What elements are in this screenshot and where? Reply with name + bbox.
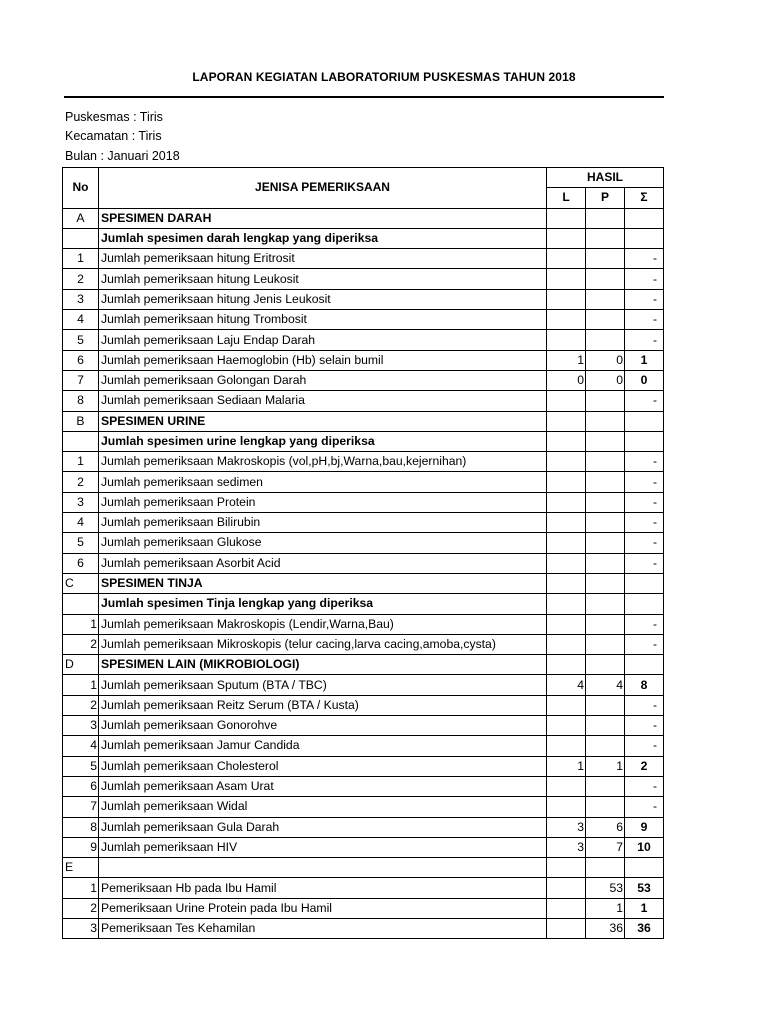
row-number: A (63, 208, 99, 228)
row-value-l (547, 289, 586, 309)
header-sum: Σ (625, 188, 664, 208)
row-value-p (586, 614, 625, 634)
table-row (63, 736, 664, 756)
section-row (63, 411, 664, 431)
row-value-sum: - (625, 289, 664, 309)
row-label: Jumlah pemeriksaan Asorbit Acid (99, 553, 547, 573)
row-number: 1 (63, 614, 99, 634)
row-number: 5 (63, 330, 99, 350)
header-hasil: HASIL (547, 168, 664, 188)
row-value-l (547, 655, 586, 675)
row-value-l (547, 553, 586, 573)
title-underline (64, 96, 664, 98)
row-value-sum: 2 (625, 756, 664, 776)
row-value-sum: - (625, 249, 664, 269)
row-value-l (547, 594, 586, 614)
row-number: 2 (63, 898, 99, 918)
row-value-l (547, 472, 586, 492)
row-value-sum: - (625, 533, 664, 553)
row-number: 2 (63, 695, 99, 715)
row-label: Jumlah spesimen urine lengkap yang diperiksa (99, 431, 547, 451)
table-row (63, 269, 664, 289)
row-label: Jumlah pemeriksaan sedimen (99, 472, 547, 492)
table-row (63, 533, 664, 553)
row-label: Jumlah pemeriksaan Jamur Candida (99, 736, 547, 756)
row-number: 5 (63, 756, 99, 776)
table-row (63, 898, 664, 918)
row-number: 7 (63, 797, 99, 817)
row-value-sum: - (625, 330, 664, 350)
row-label: Jumlah pemeriksaan Mikroskopis (telur cacing,larva cacing,amoba,cysta) (99, 634, 547, 654)
section-row (63, 655, 664, 675)
section-row (63, 208, 664, 228)
row-value-l (547, 634, 586, 654)
row-value-l (547, 452, 586, 472)
row-label: Jumlah spesimen Tinja lengkap yang diperiksa (99, 594, 547, 614)
row-value-p (586, 695, 625, 715)
row-number: 3 (63, 918, 99, 938)
report-title: LAPORAN KEGIATAN LABORATORIUM PUSKESMAS TAHUN 2018 (192, 70, 576, 84)
row-label: Jumlah pemeriksaan Makroskopis (Lendir,Warna,Bau) (99, 614, 547, 634)
row-value-p (586, 310, 625, 330)
row-value-l (547, 431, 586, 451)
lab-report-table (62, 167, 664, 939)
row-label: Jumlah pemeriksaan Asam Urat (99, 776, 547, 796)
row-value-p (586, 655, 625, 675)
row-label: Jumlah pemeriksaan Cholesterol (99, 756, 547, 776)
row-label: Jumlah pemeriksaan hitung Leukosit (99, 269, 547, 289)
row-label (99, 858, 547, 878)
row-number: 8 (63, 817, 99, 837)
row-value-sum (625, 594, 664, 614)
row-value-p (586, 797, 625, 817)
table-row (63, 472, 664, 492)
row-value-sum: - (625, 634, 664, 654)
row-number: 7 (63, 370, 99, 390)
row-label: SPESIMEN LAIN (MIKROBIOLOGI) (99, 655, 547, 675)
table-row (63, 675, 664, 695)
row-label: Jumlah pemeriksaan Makroskopis (vol,pH,bj,Warna,bau,kejernihan) (99, 452, 547, 472)
row-label: SPESIMEN DARAH (99, 208, 547, 228)
row-number: 1 (63, 878, 99, 898)
row-value-sum: - (625, 310, 664, 330)
table-row (63, 391, 664, 411)
row-value-sum: 9 (625, 817, 664, 837)
row-number: 3 (63, 716, 99, 736)
row-value-p (586, 269, 625, 289)
row-value-p (586, 553, 625, 573)
table-row (63, 289, 664, 309)
row-value-l (547, 228, 586, 248)
row-label: Jumlah pemeriksaan hitung Eritrosit (99, 249, 547, 269)
subheading-row (63, 228, 664, 248)
row-number: 1 (63, 675, 99, 695)
table-row (63, 330, 664, 350)
row-value-p (586, 208, 625, 228)
row-number: 4 (63, 513, 99, 533)
row-label: Jumlah pemeriksaan Widal (99, 797, 547, 817)
row-value-p (586, 391, 625, 411)
row-value-sum: - (625, 797, 664, 817)
row-value-p (586, 330, 625, 350)
row-value-p: 1 (586, 756, 625, 776)
row-number: 4 (63, 310, 99, 330)
row-label: Pemeriksaan Hb pada Ibu Hamil (99, 878, 547, 898)
row-value-p (586, 858, 625, 878)
row-value-sum: - (625, 472, 664, 492)
row-value-sum: 0 (625, 370, 664, 390)
row-value-sum: - (625, 716, 664, 736)
row-value-l (547, 695, 586, 715)
row-value-l (547, 797, 586, 817)
table-header-row (63, 168, 664, 188)
row-label: Jumlah pemeriksaan Protein (99, 492, 547, 512)
row-label: Jumlah pemeriksaan Golongan Darah (99, 370, 547, 390)
row-number (63, 228, 99, 248)
table-row (63, 249, 664, 269)
row-label: Jumlah pemeriksaan Gula Darah (99, 817, 547, 837)
row-value-p (586, 431, 625, 451)
row-value-l: 3 (547, 817, 586, 837)
subheading-row (63, 594, 664, 614)
row-value-sum: - (625, 513, 664, 533)
row-number: 8 (63, 391, 99, 411)
table-row (63, 553, 664, 573)
row-number: 1 (63, 452, 99, 472)
table-row (63, 878, 664, 898)
header-no: No (63, 168, 99, 209)
table-row (63, 614, 664, 634)
row-value-sum: - (625, 776, 664, 796)
table-row (63, 310, 664, 330)
row-value-sum (625, 208, 664, 228)
row-value-l (547, 513, 586, 533)
row-value-sum: 1 (625, 350, 664, 370)
row-value-p (586, 594, 625, 614)
row-value-sum: - (625, 695, 664, 715)
row-value-p (586, 533, 625, 553)
row-number: E (63, 858, 99, 878)
row-number (63, 431, 99, 451)
row-label: Jumlah spesimen darah lengkap yang diperiksa (99, 228, 547, 248)
row-value-sum: - (625, 452, 664, 472)
row-value-sum: 1 (625, 898, 664, 918)
table-row (63, 695, 664, 715)
row-value-p: 36 (586, 918, 625, 938)
table-row (63, 634, 664, 654)
table-row (63, 797, 664, 817)
table-row (63, 716, 664, 736)
row-number (63, 594, 99, 614)
row-value-l (547, 716, 586, 736)
row-label: SPESIMEN TINJA (99, 573, 547, 593)
row-label: Jumlah pemeriksaan Sputum (BTA / TBC) (99, 675, 547, 695)
row-value-p (586, 249, 625, 269)
meta-puskesmas: Puskesmas : Tiris (65, 110, 163, 124)
section-row (63, 573, 664, 593)
row-value-sum (625, 655, 664, 675)
row-label: Jumlah pemeriksaan HIV (99, 837, 547, 857)
row-value-l: 1 (547, 756, 586, 776)
row-number: 2 (63, 472, 99, 492)
table-row (63, 756, 664, 776)
row-value-l (547, 573, 586, 593)
row-value-l: 4 (547, 675, 586, 695)
row-value-p (586, 573, 625, 593)
row-value-l (547, 411, 586, 431)
table-row (63, 513, 664, 533)
row-value-l (547, 898, 586, 918)
row-value-p: 0 (586, 350, 625, 370)
row-value-l (547, 330, 586, 350)
row-value-sum: - (625, 553, 664, 573)
header-jenis-pemeriksaan: JENISA PEMERIKSAAN (99, 168, 547, 209)
row-number: 5 (63, 533, 99, 553)
row-label: Jumlah pemeriksaan Glukose (99, 533, 547, 553)
row-number: C (63, 573, 99, 593)
row-value-p (586, 452, 625, 472)
row-value-l (547, 269, 586, 289)
row-number: 6 (63, 350, 99, 370)
row-value-sum: - (625, 492, 664, 512)
row-number: B (63, 411, 99, 431)
row-value-l: 1 (547, 350, 586, 370)
row-value-p (586, 411, 625, 431)
row-label: SPESIMEN URINE (99, 411, 547, 431)
row-value-p: 1 (586, 898, 625, 918)
header-l: L (547, 188, 586, 208)
row-value-sum (625, 858, 664, 878)
row-value-l (547, 533, 586, 553)
row-label: Pemeriksaan Urine Protein pada Ibu Hamil (99, 898, 547, 918)
table-row (63, 350, 664, 370)
row-value-p (586, 228, 625, 248)
row-value-sum: 36 (625, 918, 664, 938)
row-number: 3 (63, 289, 99, 309)
row-number: 9 (63, 837, 99, 857)
row-value-l (547, 391, 586, 411)
row-value-l (547, 249, 586, 269)
row-value-sum: 10 (625, 837, 664, 857)
table-row (63, 492, 664, 512)
row-number: 6 (63, 553, 99, 573)
row-value-l (547, 614, 586, 634)
row-value-l: 3 (547, 837, 586, 857)
row-value-sum (625, 411, 664, 431)
row-value-p: 53 (586, 878, 625, 898)
row-label: Jumlah pemeriksaan hitung Jenis Leukosit (99, 289, 547, 309)
row-label: Jumlah pemeriksaan Haemoglobin (Hb) selain bumil (99, 350, 547, 370)
row-value-p: 7 (586, 837, 625, 857)
row-value-p (586, 492, 625, 512)
row-value-sum (625, 573, 664, 593)
row-value-p: 0 (586, 370, 625, 390)
row-value-l (547, 310, 586, 330)
table-row (63, 817, 664, 837)
row-value-sum: - (625, 269, 664, 289)
row-value-sum: 8 (625, 675, 664, 695)
table-row (63, 918, 664, 938)
meta-bulan: Bulan : Januari 2018 (65, 149, 180, 163)
row-value-l: 0 (547, 370, 586, 390)
table-row (63, 776, 664, 796)
row-value-p: 6 (586, 817, 625, 837)
row-number: 4 (63, 736, 99, 756)
row-label: Jumlah pemeriksaan Reitz Serum (BTA / Kusta) (99, 695, 547, 715)
row-value-p (586, 289, 625, 309)
row-value-l (547, 776, 586, 796)
row-number: 1 (63, 249, 99, 269)
row-value-sum (625, 431, 664, 451)
table-row (63, 837, 664, 857)
row-value-p (586, 634, 625, 654)
row-value-sum: - (625, 614, 664, 634)
row-label: Jumlah pemeriksaan hitung Trombosit (99, 310, 547, 330)
row-value-p (586, 472, 625, 492)
row-label: Jumlah pemeriksaan Gonorohve (99, 716, 547, 736)
row-label: Jumlah pemeriksaan Bilirubin (99, 513, 547, 533)
subheading-row (63, 431, 664, 451)
row-number: 2 (63, 269, 99, 289)
row-value-p (586, 736, 625, 756)
row-value-sum: - (625, 736, 664, 756)
row-value-l (547, 858, 586, 878)
row-value-l (547, 492, 586, 512)
row-number: 2 (63, 634, 99, 654)
row-value-p (586, 716, 625, 736)
row-value-sum (625, 228, 664, 248)
table-row (63, 370, 664, 390)
row-number: D (63, 655, 99, 675)
row-number: 6 (63, 776, 99, 796)
row-value-l (547, 878, 586, 898)
row-value-p: 4 (586, 675, 625, 695)
table-row (63, 452, 664, 472)
header-p: P (586, 188, 625, 208)
row-value-sum: 53 (625, 878, 664, 898)
section-row (63, 858, 664, 878)
meta-kecamatan: Kecamatan : Tiris (65, 129, 162, 143)
row-label: Jumlah pemeriksaan Laju Endap Darah (99, 330, 547, 350)
row-number: 3 (63, 492, 99, 512)
row-label: Jumlah pemeriksaan Sediaan Malaria (99, 391, 547, 411)
row-value-l (547, 736, 586, 756)
row-value-l (547, 208, 586, 228)
row-value-p (586, 776, 625, 796)
row-value-sum: - (625, 391, 664, 411)
row-label: Pemeriksaan Tes Kehamilan (99, 918, 547, 938)
row-value-l (547, 918, 586, 938)
row-value-p (586, 513, 625, 533)
